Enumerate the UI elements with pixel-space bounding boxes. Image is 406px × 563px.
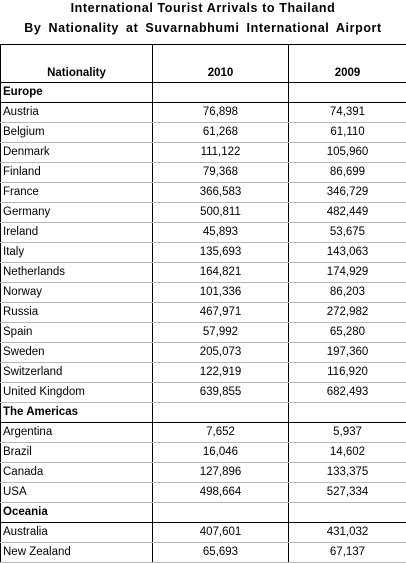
- value-2009-cell: 74,391: [289, 103, 406, 123]
- column-header-2010: 2010: [153, 45, 289, 83]
- table-header-row: [1, 45, 406, 83]
- nationality-cell: Argentina: [1, 423, 153, 443]
- nationality-cell: Brazil: [1, 443, 153, 463]
- value-2009-cell: 14,602: [289, 443, 406, 463]
- value-2010-cell: 500,811: [153, 203, 289, 223]
- value-2009-cell: 116,920: [289, 363, 406, 383]
- region-label: Oceania: [1, 503, 153, 523]
- table-row: [1, 183, 406, 203]
- page-title: International Tourist Arrivals to Thailand: [0, 1, 406, 15]
- value-2009-cell: 527,334: [289, 483, 406, 503]
- value-2009-cell: 67,137: [289, 543, 406, 563]
- table-row: [1, 343, 406, 363]
- nationality-cell: Finland: [1, 163, 153, 183]
- nationality-cell: Belgium: [1, 123, 153, 143]
- region-row: [1, 503, 406, 523]
- nationality-cell: Ireland: [1, 223, 153, 243]
- value-2010-cell: 164,821: [153, 263, 289, 283]
- value-2009-cell: 482,449: [289, 203, 406, 223]
- value-2009-cell: 53,675: [289, 223, 406, 243]
- table-row: [1, 523, 406, 543]
- value-2010-cell: 111,122: [153, 143, 289, 163]
- nationality-cell: France: [1, 183, 153, 203]
- region-row: [1, 403, 406, 423]
- value-2010-cell: 57,992: [153, 323, 289, 343]
- region-empty-cell: [153, 83, 289, 103]
- value-2009-cell: 133,375: [289, 463, 406, 483]
- value-2010-cell: 407,601: [153, 523, 289, 543]
- table-row: [1, 103, 406, 123]
- value-2010-cell: 366,583: [153, 183, 289, 203]
- nationality-cell: Austria: [1, 103, 153, 123]
- region-row: [1, 83, 406, 103]
- value-2010-cell: 76,898: [153, 103, 289, 123]
- region-empty-cell: [289, 83, 406, 103]
- nationality-cell: Germany: [1, 203, 153, 223]
- value-2009-cell: 65,280: [289, 323, 406, 343]
- nationality-cell: Italy: [1, 243, 153, 263]
- value-2010-cell: 135,693: [153, 243, 289, 263]
- value-2010-cell: 61,268: [153, 123, 289, 143]
- nationality-cell: Switzerland: [1, 363, 153, 383]
- nationality-cell: Norway: [1, 283, 153, 303]
- value-2010-cell: 122,919: [153, 363, 289, 383]
- region-empty-cell: [289, 503, 406, 523]
- value-2009-cell: 197,360: [289, 343, 406, 363]
- nationality-cell: USA: [1, 483, 153, 503]
- region-label: Europe: [1, 83, 153, 103]
- value-2010-cell: 101,336: [153, 283, 289, 303]
- table-row: [1, 223, 406, 243]
- value-2010-cell: 498,664: [153, 483, 289, 503]
- arrivals-table: [0, 44, 406, 563]
- value-2009-cell: 682,493: [289, 383, 406, 403]
- table-row: [1, 423, 406, 443]
- column-header-nationality: Nationality: [1, 45, 153, 83]
- value-2010-cell: 65,693: [153, 543, 289, 563]
- table-row: [1, 363, 406, 383]
- column-header-2009: 2009: [289, 45, 406, 83]
- value-2009-cell: 346,729: [289, 183, 406, 203]
- nationality-cell: Spain: [1, 323, 153, 343]
- page-subtitle: By Nationality at Suvarnabhumi International Airport: [0, 21, 406, 35]
- table-row: [1, 203, 406, 223]
- nationality-cell: New Zealand: [1, 543, 153, 563]
- table-row: [1, 163, 406, 183]
- value-2010-cell: 16,046: [153, 443, 289, 463]
- value-2009-cell: 272,982: [289, 303, 406, 323]
- value-2010-cell: 639,855: [153, 383, 289, 403]
- table-row: [1, 243, 406, 263]
- nationality-cell: Sweden: [1, 343, 153, 363]
- table-row: [1, 283, 406, 303]
- table-row: [1, 323, 406, 343]
- table-row: [1, 303, 406, 323]
- value-2010-cell: 79,368: [153, 163, 289, 183]
- table-row: [1, 123, 406, 143]
- region-empty-cell: [153, 503, 289, 523]
- region-label: The Americas: [1, 403, 153, 423]
- nationality-cell: Netherlands: [1, 263, 153, 283]
- nationality-cell: Canada: [1, 463, 153, 483]
- region-empty-cell: [153, 403, 289, 423]
- table-row: [1, 483, 406, 503]
- table-row: [1, 463, 406, 483]
- value-2009-cell: 86,203: [289, 283, 406, 303]
- value-2009-cell: 86,699: [289, 163, 406, 183]
- value-2009-cell: 5,937: [289, 423, 406, 443]
- value-2010-cell: 127,896: [153, 463, 289, 483]
- nationality-cell: Australia: [1, 523, 153, 543]
- value-2010-cell: 467,971: [153, 303, 289, 323]
- value-2010-cell: 7,652: [153, 423, 289, 443]
- nationality-cell: Denmark: [1, 143, 153, 163]
- nationality-cell: Russia: [1, 303, 153, 323]
- table-row: [1, 143, 406, 163]
- value-2009-cell: 61,110: [289, 123, 406, 143]
- value-2010-cell: 205,073: [153, 343, 289, 363]
- table-row: [1, 263, 406, 283]
- table-row: [1, 383, 406, 403]
- value-2010-cell: 45,893: [153, 223, 289, 243]
- value-2009-cell: 143,063: [289, 243, 406, 263]
- nationality-cell: United Kingdom: [1, 383, 153, 403]
- value-2009-cell: 431,032: [289, 523, 406, 543]
- value-2009-cell: 105,960: [289, 143, 406, 163]
- table-row: [1, 443, 406, 463]
- value-2009-cell: 174,929: [289, 263, 406, 283]
- region-empty-cell: [289, 403, 406, 423]
- table-row: [1, 543, 406, 563]
